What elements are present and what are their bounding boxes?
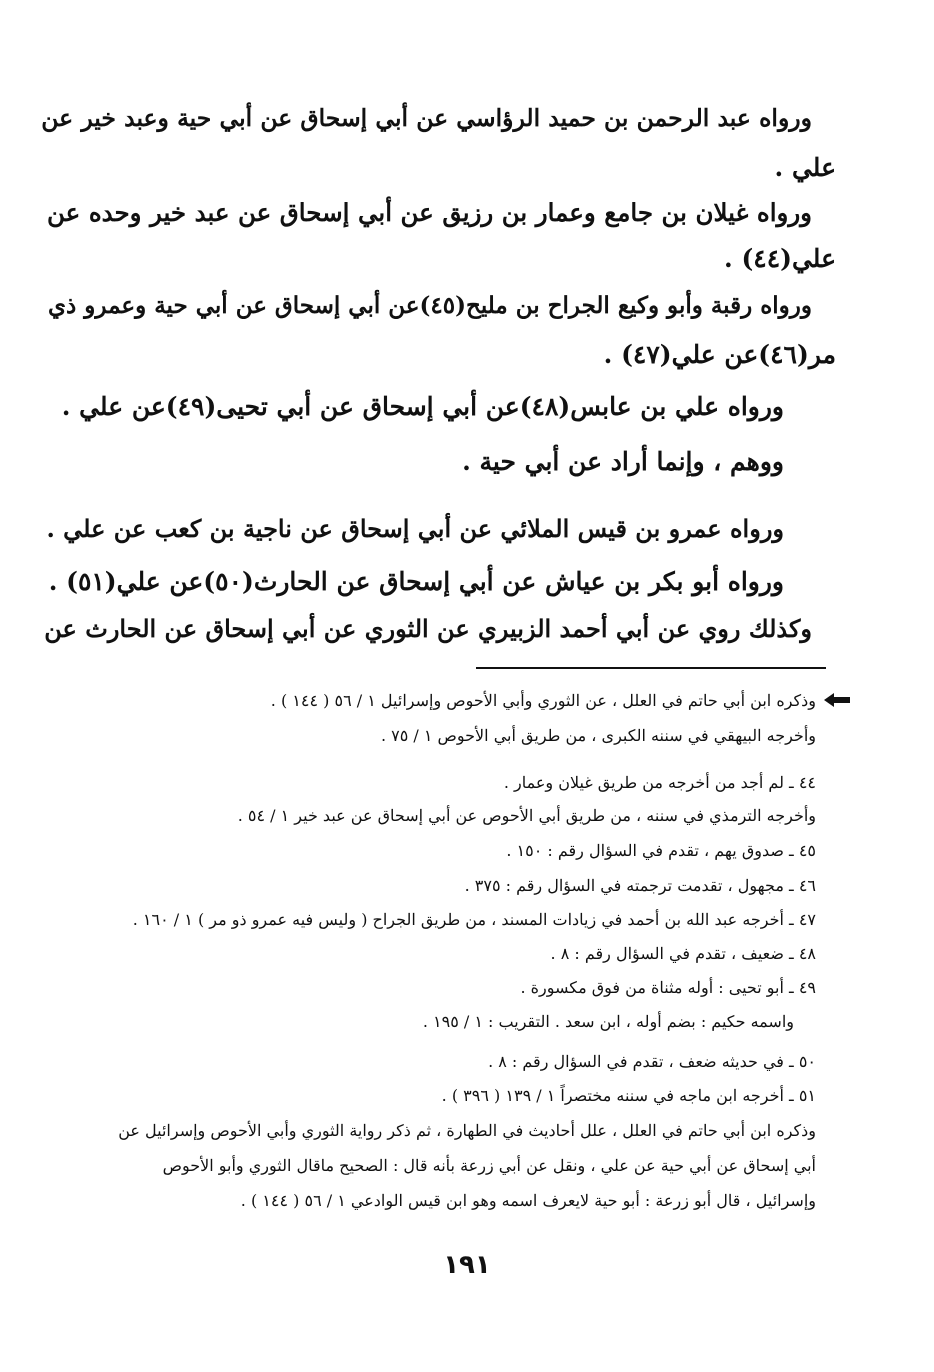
footnote-line: واسمه حكيم : بضم أوله ، ابن سعد . التقريب : ١ / ١٩٥ . <box>422 1012 794 1031</box>
main-text-line: ورواه غيلان بن جامع وعمار بن رزيق عن أبي إسحاق عن عبد خير وحده عن <box>47 198 812 227</box>
footnote-separator <box>476 667 826 669</box>
main-text-line: ورواه عبد الرحمن بن حميد الرؤاسي عن أبي إسحاق عن أبي حية وعبد خير عن <box>41 104 812 132</box>
footnote-line: ٥٠ ـ في حديثه ضعف ، تقدم في السؤال رقم : ٨ . <box>488 1052 816 1071</box>
footnote-line: ٤٩ ـ أبو تحيى : أوله مثناة من فوق مكسورة . <box>520 978 816 997</box>
footnote-line: أبي إسحاق عن أبي حية عن علي ، ونقل عن أبي زرعة بأنه قال : الصحيح ماقال الثوري وأبو الأحوص <box>162 1156 816 1175</box>
main-text-line: ورواه رقبة وأبو وكيع الجراح بن مليح(٤٥)عن أبي إسحاق عن أبي حية وعمرو ذي <box>48 292 812 319</box>
main-text-line: علي(٤٤) . <box>724 244 836 273</box>
footnote-line: وأخرجه الترمذي في سننه ، من طريق أبي الأحوص عن أبي إسحاق عن عبد خير ١ / ٥٤ . <box>237 806 816 825</box>
footnote-line: ٥١ ـ أخرجه ابن ماجه في سننه مختصراً ١ / ١٣٩ ( ٣٩٦ ) . <box>441 1086 816 1105</box>
footnote-line: ٤٧ ـ أخرجه عبد الله بن أحمد في زيادات المسند ، من طريق الجراح ( وليس فيه عمرو ذو مر ) ١ / ١٦٠ . <box>132 910 816 929</box>
main-text-line: ورواه عمرو بن قيس الملائي عن أبي إسحاق عن ناجية بن كعب عن علي . <box>46 514 784 543</box>
footnote-line: وذكره ابن أبي حاتم في العلل ، علل أحاديث في الطهارة ، ثم ذكر رواية الثوري وأبي الأحوص وإسرائيل عن <box>118 1121 816 1140</box>
main-text-line: ووهم ، وإنما أراد عن أبي حية . <box>462 447 784 476</box>
footnote-line: ٤٦ ـ مجهول ، تقدمت ترجمته في السؤال رقم : ٣٧٥ . <box>464 876 816 895</box>
footnote-line: وأخرجه البيهقي في سننه الكبرى ، من طريق أبي الأحوص ١ / ٧٥ . <box>380 726 816 745</box>
footnote-line: وإسرائيل ، قال أبو زرعة : أبو حية لايعرف اسمه وهو ابن قيس الوادعي ١ / ٥٦ ( ١٤٤ ) . <box>240 1191 816 1210</box>
main-text-line: ورواه علي بن عابس(٤٨)عن أبي إسحاق عن أبي تحيى(٤٩)عن علي . <box>61 392 784 421</box>
main-text-line: وكذلك روي عن أبي أحمد الزبيري عن الثوري عن أبي إسحاق عن الحارث عن <box>44 614 812 643</box>
left-arrow-icon <box>822 692 852 708</box>
main-text-line: مر(٤٦)عن علي(٤٧) . <box>603 340 836 369</box>
footnote-line: وذكره ابن أبي حاتم في العلل ، عن الثوري وأبي الأحوص وإسرائيل ١ / ٥٦ ( ١٤٤ ) . <box>270 691 816 710</box>
main-text-line: ورواه أبو بكر بن عياش عن أبي إسحاق عن الحارث(٥٠)عن علي(٥١) . <box>48 567 784 596</box>
footnote-line: ٤٤ ـ لم أجد من أخرجه من طريق غيلان وعمار . <box>503 773 816 792</box>
footnote-line: ٤٥ ـ صدوق يهم ، تقدم في السؤال رقم : ١٥٠ . <box>506 841 816 860</box>
footnote-line: ٤٨ ـ ضعيف ، تقدم في السؤال رقم : ٨ . <box>550 944 816 963</box>
page-number: ١٩١ <box>443 1250 491 1280</box>
main-text-line: علي . <box>774 153 836 182</box>
